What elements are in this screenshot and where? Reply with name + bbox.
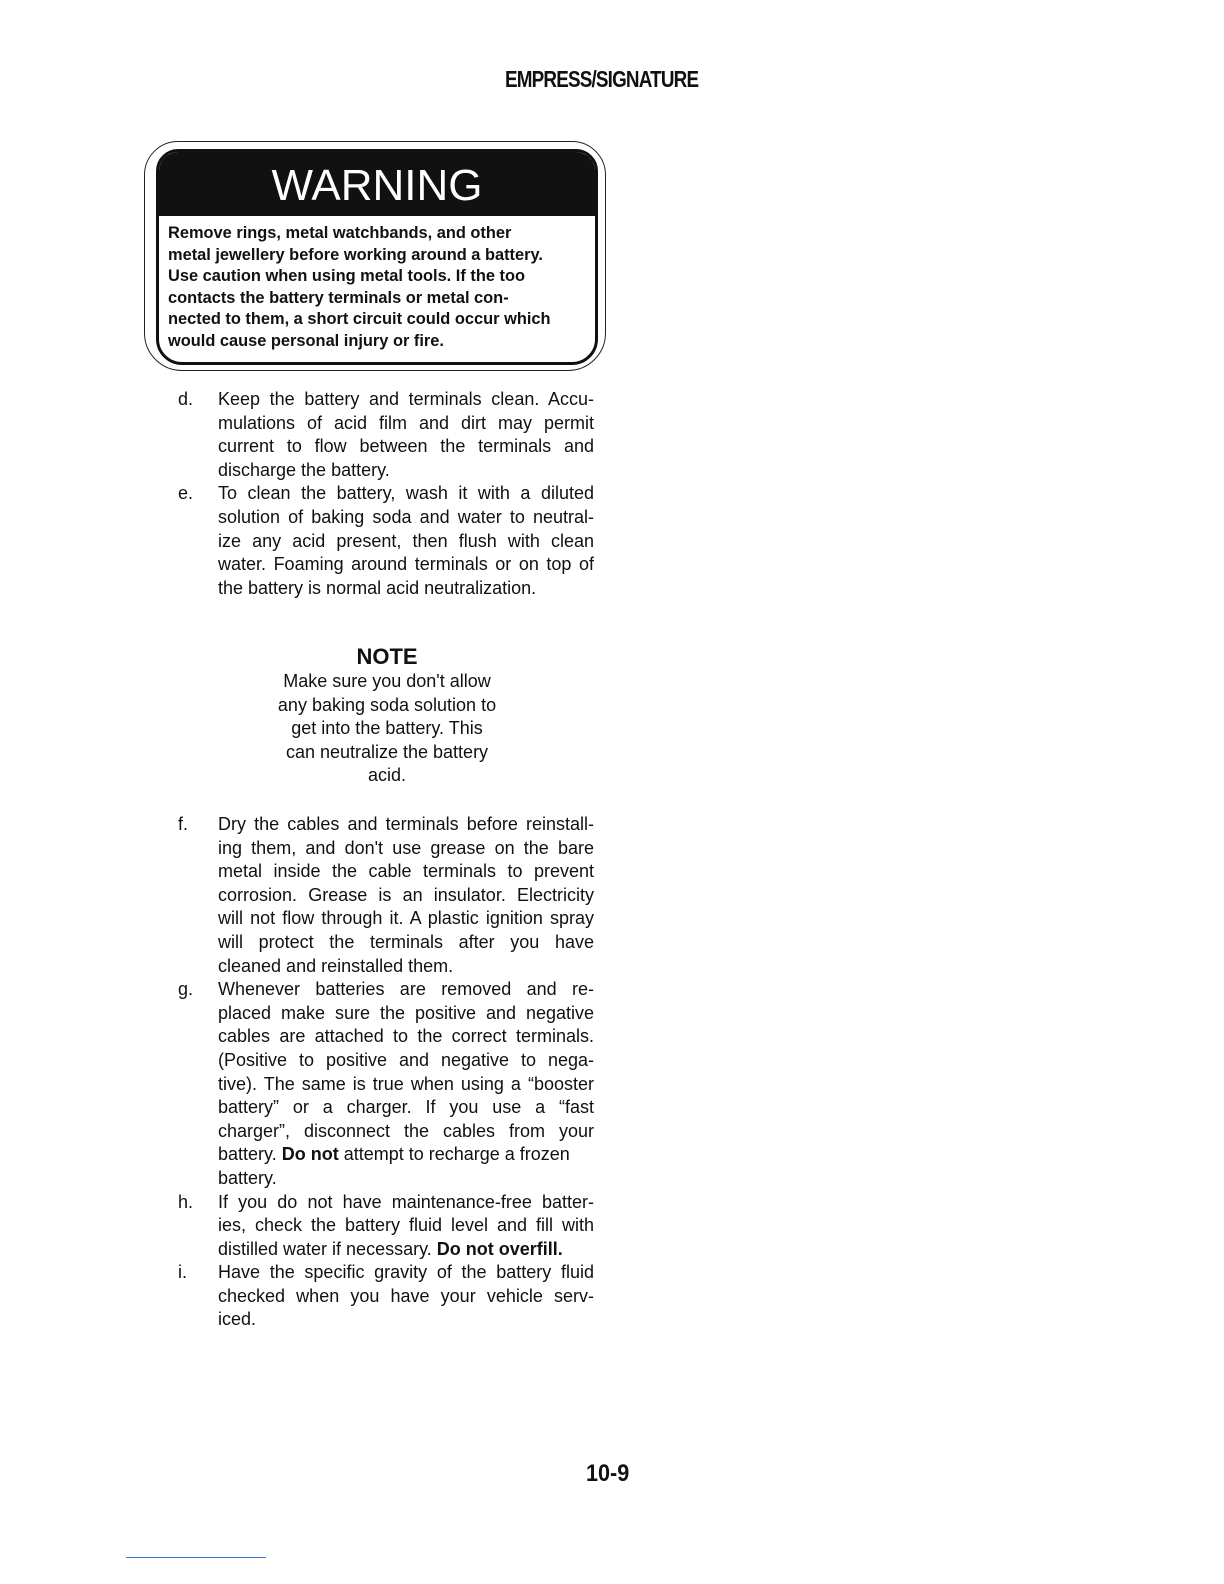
list-item-i [178, 1261, 608, 1332]
warning-line: Use caution when using metal tools. If the too [168, 267, 525, 286]
warning-line: metal jewellery before working around a battery. [168, 245, 543, 264]
note-line: Make sure you don't allow [283, 671, 491, 691]
list-item-g [178, 978, 608, 1190]
list-line: current to flow between the terminals and [218, 436, 594, 457]
list-line: (Positive to positive and negative to nega- [218, 1049, 594, 1070]
list-line: cleaned and reinstalled them. [218, 955, 454, 976]
page-number: 10-9 [586, 1460, 630, 1487]
list-line: will protect the terminals after you have [218, 931, 594, 952]
list-line: ize any acid present, then flush with clean [218, 530, 594, 551]
list-item-h [178, 1191, 608, 1262]
list-line: Whenever batteries are removed and re- [218, 979, 594, 1000]
list-line: If you do not have maintenance-free batter- [218, 1191, 594, 1212]
page-header: EMPRESS/SIGNATURE [505, 66, 699, 92]
list-top [178, 388, 608, 600]
warning-line: nected to them, a short circuit could occur which [168, 310, 551, 329]
list-line: cables are attached to the correct terminals. [218, 1026, 594, 1047]
list-line [218, 1238, 608, 1262]
list-line: solution of baking soda and water to neutral- [218, 506, 594, 527]
note-line: any baking soda solution to [277, 694, 497, 715]
list-line: mulations of acid film and dirt may permit [218, 412, 594, 433]
list-item-f [178, 813, 608, 978]
list-line: metal inside the cable terminals to prevent [218, 861, 594, 882]
list-line: corrosion. Grease is an insulator. Electricity [218, 884, 594, 905]
list-letter: d. [178, 389, 194, 409]
list-line: ies, check the battery fluid level and fill with [218, 1215, 594, 1236]
list-item-d [178, 388, 608, 482]
bottom-rule [126, 1557, 266, 1558]
list-letter: i. [178, 1262, 187, 1283]
list-line: the battery is normal acid neutralization. [218, 577, 537, 598]
list-line: To clean the battery, wash it with a diluted [218, 483, 594, 504]
list-line: water. Foaming around terminals or on top of [218, 554, 594, 575]
list-line: will not flow through it. A plastic ignition spray [218, 908, 594, 929]
warning-line: would cause personal injury or fire. [168, 331, 444, 350]
note-title: NOTE [356, 644, 418, 669]
list-line: Dry the cables and terminals before reinstall- [218, 814, 594, 834]
list-letter: h. [178, 1191, 194, 1212]
list-text: distilled water if necessary. [218, 1238, 437, 1259]
list-item-e [178, 482, 608, 600]
list-text: battery. [218, 1144, 282, 1165]
note-line: acid. [367, 765, 407, 786]
list-letter: f. [178, 814, 189, 834]
warning-line: contacts the battery terminals or metal con- [168, 288, 509, 307]
list-letter: e. [178, 483, 194, 504]
list-line: battery” or a charger. If you use a “fast [218, 1097, 594, 1118]
list-line: battery. [218, 1167, 277, 1188]
list-line: discharge the battery. [218, 459, 390, 480]
note-line: get into the battery. This [291, 718, 483, 739]
note-box [250, 643, 524, 788]
list-line: ing them, and don't use grease on the bare [218, 837, 594, 858]
emphasis-text: Do not overfill. [436, 1238, 563, 1259]
emphasis-text: Do not [281, 1144, 339, 1165]
warning-text [159, 216, 595, 353]
list-line: Have the specific gravity of the battery fluid [218, 1262, 594, 1283]
list-line: tive). The same is true when using a “booster [218, 1073, 594, 1094]
list-line: iced. [218, 1309, 257, 1330]
list-line: placed make sure the positive and negative [218, 1002, 594, 1023]
note-text [250, 670, 524, 788]
list-letter: g. [178, 979, 194, 1000]
warning-title: WARNING [159, 152, 595, 216]
warning-line: Remove rings, metal watchbands, and other [168, 224, 512, 242]
warning-box [156, 149, 598, 365]
list-line [218, 1143, 608, 1167]
list-line: checked when you have your vehicle serv- [218, 1285, 594, 1306]
list-line: charger”, disconnect the cables from your [218, 1120, 594, 1141]
list-line: Keep the battery and terminals clean. Accu- [218, 389, 594, 409]
note-line: can neutralize the battery [285, 741, 489, 762]
list-text: attempt to recharge a frozen [338, 1144, 570, 1165]
list-bottom [178, 813, 608, 1332]
